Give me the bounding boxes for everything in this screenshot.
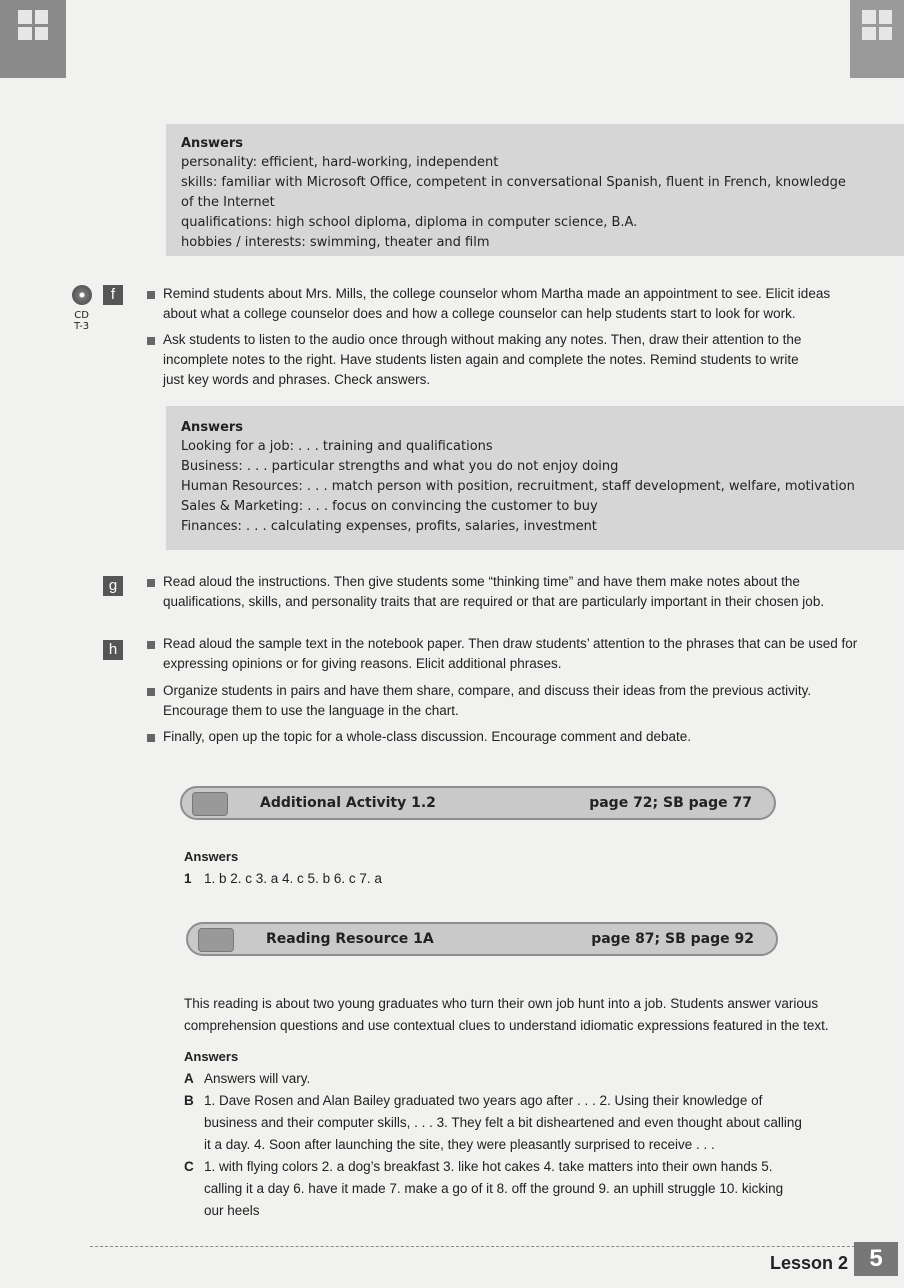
answer-line: hobbies / interests: swimming, theater and film <box>181 235 490 250</box>
answer-line: Sales & Marketing: . . . focus on convincing the customer to buy <box>181 499 598 514</box>
footer-divider <box>90 1246 860 1247</box>
answer-line: qualifications: high school diploma, diploma in computer science, B.A. <box>181 215 638 230</box>
cd-icon <box>72 285 92 305</box>
answers-title: Answers <box>184 1049 239 1064</box>
activity-sheet-icon <box>198 928 234 952</box>
instruction-bullet: Organize students in pairs and have them share, compare, and discuss their ideas from the previous activity. Encourage them to use the language in the chart. <box>147 681 904 721</box>
activity-sheet-icon <box>192 792 228 816</box>
answer-line: of the Internet <box>181 195 275 210</box>
instruction-bullet: Remind students about Mrs. Mills, the college counselor whom Martha made an appointment to see. Elicit ideas about what a college counselor does and how a college counselor can help students start to look for work. <box>147 284 904 324</box>
answer-line: personality: efficient, hard-working, independent <box>181 155 499 170</box>
instruction-bullet: Finally, open up the topic for a whole-class discussion. Encourage comment and debate. <box>147 727 904 747</box>
answer-label: 1 <box>184 871 192 886</box>
instruction-bullet: Ask students to listen to the audio once through without making any notes. Then, draw their attention to the incomplete notes to the right. Have students listen again and complete the notes. Remind students to write just key words and phrases. Check answers. <box>147 330 904 390</box>
answers-title: Answers <box>181 136 244 151</box>
banner-title: Reading Resource 1A <box>266 931 434 947</box>
answers-title: Answers <box>181 420 244 435</box>
answers-block-4: Answers A Answers will vary. B 1. Dave Rosen and Alan Bailey graduated two years ago after . . . 2. Using their knowledge of business and their computer skills, . . . 3. They felt a bit disheartened and even thought about calling it a day. 4. Soon after launching the site, they were pleasantly surprised to receive . . . C 1. with flying colors 2. a dog’s breakfast 3. like hot cakes 4. take matters into their own hands 5. calling it a day 6. have it made 7. make a go of it 8. off the ground 9. an uphill struggle 10. kicking our heels <box>184 1046 894 1222</box>
answer-label: C <box>184 1159 194 1174</box>
answer-line: Business: . . . particular strengths and what you do not enjoy doing <box>181 459 619 474</box>
additional-activity-banner <box>180 786 776 820</box>
banner-page-ref: page 72; SB page 77 <box>589 795 752 811</box>
section-letter-f: f <box>103 285 123 305</box>
answer-line: skills: familiar with Microsoft Office, competent in conversational Spanish, fluent in French, knowledge <box>181 175 846 190</box>
corner-decoration-left <box>0 0 66 78</box>
footer-lesson-label: Lesson 2 <box>769 1253 848 1273</box>
page-number: 5 <box>854 1242 898 1276</box>
section-letter-g: g <box>103 576 123 596</box>
section-letter-h: h <box>103 640 123 660</box>
answer-line: Looking for a job: . . . training and qualifications <box>181 439 493 454</box>
reading-description: This reading is about two young graduates who turn their own job hunt into a job. Students answer various comprehension questions and use contextual clues to understand idiomatic expressions featured in the text. <box>184 996 829 1033</box>
answers-block-3 <box>184 846 382 890</box>
instruction-bullet: Read aloud the sample text in the notebook paper. Then draw students’ attention to the phrases that can be used for expressing opinions or for giving reasons. Elicit additional phrases. <box>147 634 904 674</box>
instruction-bullet: Read aloud the instructions. Then give students some “thinking time” and have them make notes about the qualifications, skills, and personality traits that are required or that are particularly important in their chosen job. <box>147 572 904 612</box>
grid-icon <box>18 10 48 40</box>
banner-page-ref: page 87; SB page 92 <box>591 931 754 947</box>
answers-box-1 <box>166 124 904 256</box>
answer-label: B <box>184 1093 194 1108</box>
cd-track-label: CD T-3 <box>74 310 90 332</box>
answers-title: Answers <box>184 849 239 864</box>
answer-label: A <box>184 1071 194 1086</box>
banner-title: Additional Activity 1.2 <box>260 795 436 811</box>
grid-icon <box>862 10 892 40</box>
answers-box-2 <box>166 406 904 550</box>
answer-line: 1. b 2. c 3. a 4. c 5. b 6. c 7. a <box>204 871 382 886</box>
reading-resource-banner <box>186 922 778 956</box>
answer-line: Finances: . . . calculating expenses, profits, salaries, investment <box>181 519 597 534</box>
answer-line: Human Resources: . . . match person with position, recruitment, staff development, welfare, motivation <box>181 479 855 494</box>
corner-decoration-right <box>850 0 904 78</box>
